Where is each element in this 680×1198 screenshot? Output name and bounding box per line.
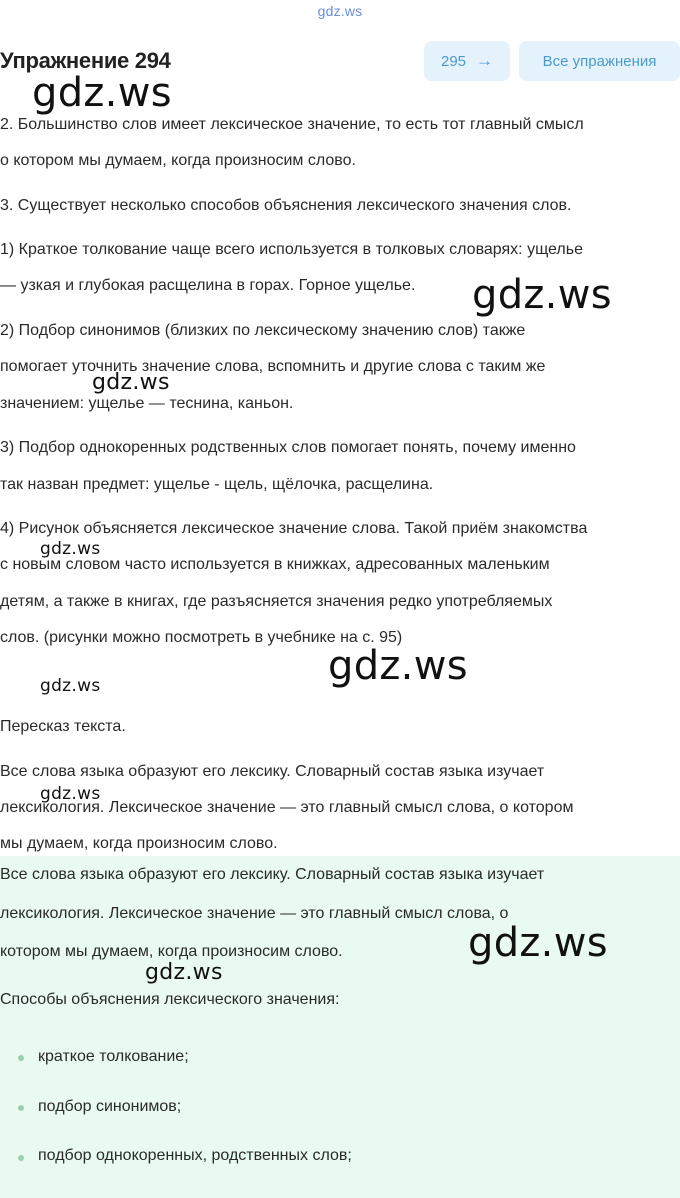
text-line: слов. (рисунки можно посмотреть в учебнике на с. 95) [0,629,403,646]
summary-bullet-item: подбор синонимов; [38,1098,182,1115]
summary-line: котором мы думаем, когда произносим слово. [0,943,343,960]
site-logo[interactable]: gdz.ws [317,3,363,19]
watermark: gdz.ws [468,920,608,966]
summary-line: лексикология. Лексическое значение — это главный смысл слова, о [0,905,509,922]
summary-bullet-item: подбор однокоренных, родственных слов; [38,1147,352,1164]
summary-line: Способы объяснения лексического значения: [0,991,340,1008]
text-line: так назван предмет: ущелье - щель, щёлочка, расщелина. [0,476,434,493]
summary-line: Все слова языка образуют его лексику. Словарный состав языка изучает [0,866,545,883]
page-title: Упражнение 294 [0,48,171,73]
watermark: gdz.ws [40,784,101,804]
text-line: 4) Рисунок объясняется лексическое значение слова. Такой приём знакомства [0,520,588,537]
text-line: мы думаем, когда произносим слово. [0,835,278,852]
text-line: 2) Подбор синонимов (близких по лексическому значению слов) также [0,322,526,339]
bullet-icon [18,1055,24,1061]
bullet-icon [18,1155,24,1161]
all-exercises-button[interactable]: Все упражнения [519,41,680,81]
watermark: gdz.ws [92,370,170,395]
text-line: Все слова языка образуют его лексику. Словарный состав языка изучает [0,763,545,780]
next-exercise-label: 295 [440,52,467,70]
bullet-icon [18,1105,24,1111]
watermark: gdz.ws [32,70,172,116]
text-line: — узкая и глубокая расщелина в горах. Горное ущелье. [0,277,416,294]
text-line: с новым словом часто используется в книжках, адресованных маленьким [0,556,550,573]
text-line: 1) Краткое толкование чаще всего используется в толковых словарях: ущелье [0,241,583,258]
text-line: помогает уточнить значение слова, вспомнить и другие слова с таким же [0,358,546,375]
text-line: о котором мы думаем, когда произносим слово. [0,152,356,169]
text-line: значением: ущелье — теснина, каньон. [0,395,294,412]
watermark: gdz.ws [328,643,468,689]
watermark: gdz.ws [472,272,612,318]
watermark: gdz.ws [145,960,223,985]
text-line: 3) Подбор однокоренных родственных слов помогает понять, почему именно [0,439,576,456]
text-line: лексикология. Лексическое значение — это главный смысл слова, о котором [0,799,574,816]
next-exercise-button[interactable] [424,41,510,81]
text-line: Пересказ текста. [0,718,126,735]
text-line: 3. Существует несколько способов объяснения лексического значения слов. [0,197,572,214]
text-line: детям, а также в книгах, где разъясняется значения редко употребляемых [0,593,553,610]
text-line: 2. Большинство слов имеет лексическое значение, то есть тот главный смысл [0,116,584,133]
watermark: gdz.ws [40,539,101,559]
watermark: gdz.ws [40,676,101,696]
summary-bullet-item: краткое толкование; [38,1048,189,1065]
arrow-right-icon: → [476,51,494,70]
